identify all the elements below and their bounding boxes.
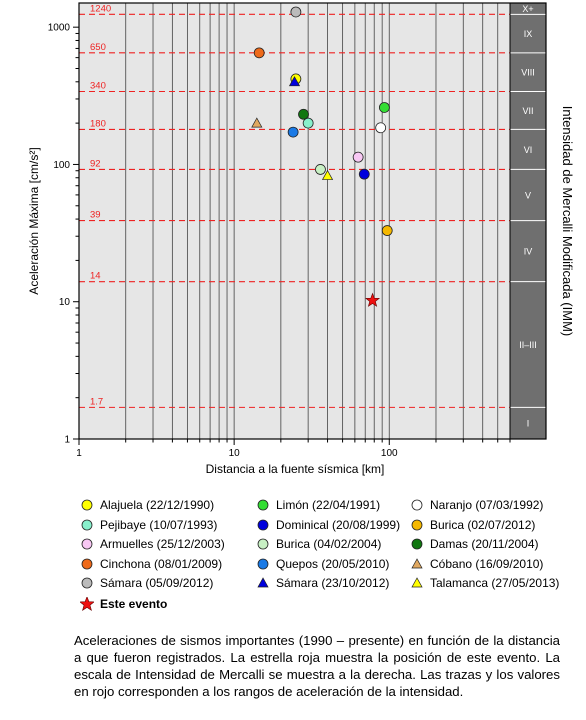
intensity-threshold-label: 39 — [90, 209, 101, 221]
legend-marker — [410, 498, 424, 512]
legend-item — [256, 574, 389, 592]
data-point — [291, 7, 301, 17]
y-tick-label: 1 — [64, 434, 70, 446]
y-axis-label: Aceleración Máxima [cm/s²] — [27, 147, 41, 295]
legend-label: Pejibaye (10/07/1993) — [100, 517, 218, 532]
legend-item — [256, 535, 381, 553]
intensity-threshold-label: 1.7 — [90, 396, 104, 408]
legend-marker-shape — [80, 597, 94, 610]
legend-label: Naranjo (07/03/1992) — [430, 498, 544, 512]
legend-marker-shape — [258, 520, 268, 530]
y-tick-label: 100 — [53, 159, 70, 171]
imm-band-label: II–III — [519, 340, 537, 351]
legend-item — [80, 574, 213, 592]
legend-marker — [256, 557, 270, 571]
data-point — [254, 48, 264, 58]
legend-marker — [80, 576, 94, 590]
imm-band-label: VII — [522, 105, 534, 116]
imm-band-label: IX — [523, 29, 533, 40]
legend-marker — [256, 498, 270, 512]
legend-label: Limón (22/04/1991) — [276, 498, 381, 512]
legend-marker — [80, 498, 94, 512]
data-point — [382, 226, 392, 236]
data-point — [379, 102, 389, 112]
legend-marker-shape — [82, 500, 92, 510]
legend-item — [256, 516, 400, 534]
legend-marker-shape — [412, 520, 422, 530]
data-point — [359, 169, 369, 179]
legend-marker-shape — [82, 578, 92, 588]
legend-item — [80, 496, 214, 514]
data-point — [303, 118, 313, 128]
legend-marker-shape — [258, 539, 268, 549]
legend-label: Burica (04/02/2004) — [276, 537, 382, 552]
legend-marker-shape — [82, 559, 92, 569]
legend-label: Este evento — [100, 597, 168, 611]
legend-marker-shape — [82, 539, 92, 549]
legend-marker — [410, 537, 424, 551]
imm-axis-label: Intensidad de Mercalli Modificada (IMM) — [560, 105, 575, 337]
legend-marker — [80, 557, 94, 571]
x-axis-label: Distancia a la fuente sísmica [km] — [205, 462, 385, 476]
legend-item — [80, 535, 225, 553]
y-tick-label: 1000 — [47, 22, 70, 34]
legend-item — [256, 555, 389, 573]
legend-label: Sámara (23/10/2012) — [276, 576, 390, 591]
legend-marker-shape — [412, 578, 422, 587]
legend-marker — [80, 518, 94, 532]
legend-label: Dominical (20/08/1999) — [276, 517, 401, 532]
data-point — [315, 164, 325, 174]
data-point — [288, 127, 298, 137]
imm-band-label: V — [524, 190, 532, 201]
legend-label: Cinchona (08/01/2009) — [100, 556, 223, 571]
legend-label: Cóbano (16/09/2010) — [430, 556, 544, 571]
legend-marker-shape — [412, 500, 422, 510]
legend-item — [256, 496, 380, 514]
imm-band-label: VIII — [521, 67, 535, 78]
data-point — [299, 109, 309, 119]
legend-marker — [410, 557, 424, 571]
x-tick-label: 10 — [228, 448, 240, 459]
x-tick-label: 1 — [76, 448, 82, 459]
imm-band-label: IV — [523, 246, 533, 257]
intensity-threshold-label: 1240 — [90, 3, 112, 15]
legend-label: Burica (02/07/2012) — [430, 517, 536, 532]
legend-item — [80, 555, 222, 573]
legend-marker — [410, 518, 424, 532]
legend-label: Quepos (20/05/2010) — [276, 556, 390, 571]
legend-label: Damas (20/11/2004) — [430, 537, 539, 552]
intensity-threshold-label: 92 — [90, 158, 101, 170]
imm-band-label: I — [526, 418, 530, 429]
legend-item — [410, 496, 543, 514]
data-point — [376, 123, 386, 133]
data-point — [353, 152, 363, 162]
legend-label: Alajuela (22/12/1990) — [100, 498, 215, 512]
legend-marker — [80, 597, 94, 611]
legend-marker-shape — [412, 539, 422, 549]
legend-marker — [256, 576, 270, 590]
legend-marker — [410, 576, 424, 590]
legend-marker-shape — [412, 559, 422, 568]
x-tick-label: 100 — [380, 448, 398, 459]
legend-item — [410, 574, 559, 592]
legend-marker-shape — [258, 578, 268, 587]
legend-marker — [256, 518, 270, 532]
legend-label: Talamanca (27/05/2013) — [430, 576, 560, 591]
legend-item — [80, 516, 217, 534]
y-tick-label: 10 — [58, 297, 70, 309]
legend-item — [80, 595, 167, 613]
intensity-threshold-label: 14 — [90, 270, 101, 282]
legend-label: Armuelles (25/12/2003) — [100, 537, 225, 552]
intensity-threshold-label: 340 — [90, 80, 106, 92]
imm-band-label: X+ — [522, 4, 534, 15]
legend-marker-shape — [258, 559, 268, 569]
imm-band-label: VI — [523, 144, 533, 155]
intensity-threshold-label: 180 — [90, 118, 106, 130]
legend-marker-shape — [258, 500, 268, 510]
legend-item — [410, 555, 543, 573]
figure-caption: Aceleraciones de sismos importantes (1990 – presente) en función de la distancia a que fueron registrados. La estrella roja muestra la posición de este evento. La escala de Intensidad de Mercalli se muestra a la derecha. Las trazas y los valores en rojo corresponden a los rangos de aceleración de la intensidad. — [74, 633, 560, 700]
legend-label: Sámara (05/09/2012) — [100, 576, 214, 591]
legend-item — [410, 516, 535, 534]
legend-item — [410, 535, 539, 553]
legend-marker — [256, 537, 270, 551]
legend-marker — [80, 537, 94, 551]
legend-marker-shape — [82, 520, 92, 530]
intensity-threshold-label: 650 — [90, 41, 106, 53]
